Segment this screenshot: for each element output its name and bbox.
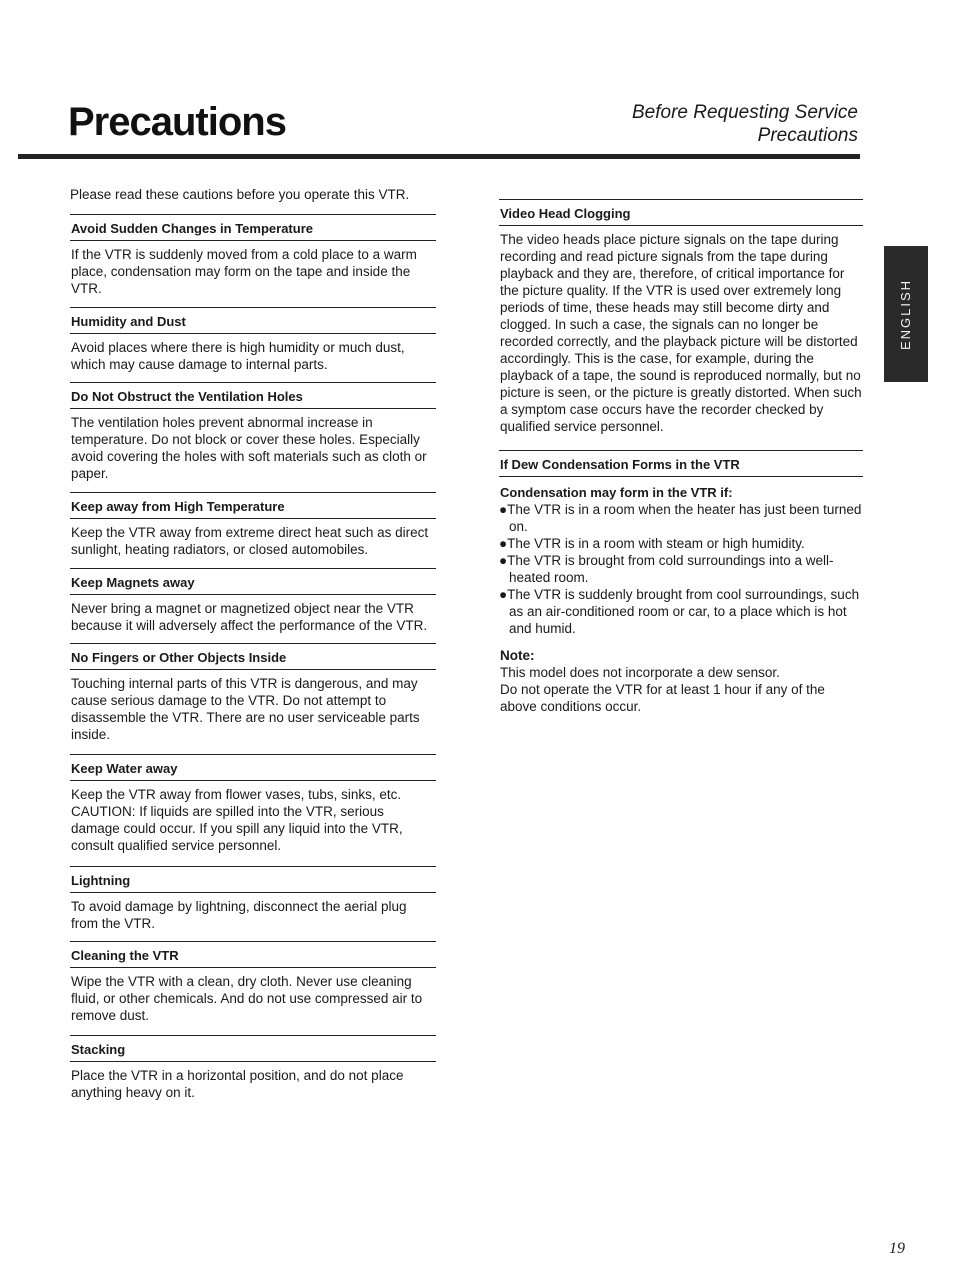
section-heading: No Fingers or Other Objects Inside (70, 643, 436, 670)
intro-text: Please read these cautions before you operate this VTR. (70, 187, 410, 202)
condensation-subheading: Condensation may form in the VTR if: (500, 485, 733, 500)
section-heading: Cleaning the VTR (70, 941, 436, 968)
section-video-head-clogging (499, 199, 863, 435)
section-heading: If Dew Condensation Forms in the VTR (499, 450, 863, 477)
section-body: To avoid damage by lightning, disconnect the aerial plug from the VTR. (71, 899, 407, 931)
section-heading: Keep away from High Temperature (70, 492, 436, 519)
note-line: This model does not incorporate a dew sensor. (500, 665, 780, 680)
section-ventilation-holes (70, 382, 436, 482)
section-humidity-dust (70, 307, 436, 373)
breadcrumb-page: Precautions (757, 125, 858, 146)
language-tab-label: ENGLISH (898, 278, 914, 350)
section-body: Place the VTR in a horizontal position, and do not place anything heavy on it. (71, 1068, 404, 1100)
section-body: Touching internal parts of this VTR is dangerous, and may cause serious damage to the VTR. Do not attempt to disassemble the VTR. There are no user serviceable parts inside. (71, 676, 420, 742)
section-body: Wipe the VTR with a clean, dry cloth. Never use cleaning fluid, or other chemicals. And do not use compressed air to remove dust. (71, 974, 423, 1023)
section-lightning (70, 866, 436, 932)
section-temperature-changes (70, 214, 436, 297)
section-body: The video heads place picture signals on the tape during recording and read picture signals from the tape during playback and they are, therefore, of critical importance for the picture quality. If the VTR is used over extremely long periods of time, these heads may still become dirty and clogged. In such a case, the signals can no longer be recorded correctly, and the playback picture will be distorted accordingly. This is the case, for example, during the playback of a tape, the sound is reproduced normally, but no picture is seen, or the picture is greatly distorted. When such a symptom case occurs have the recorder checked by qualified service personnel. (500, 232, 862, 434)
section-water (70, 754, 436, 854)
section-dew-condensation (499, 450, 863, 715)
section-magnets (70, 568, 436, 634)
section-body: Avoid places where there is high humidity or much dust, which may cause damage to internal parts. (71, 340, 405, 372)
section-objects-inside (70, 643, 436, 743)
section-heading: Avoid Sudden Changes in Temperature (70, 214, 436, 241)
list-item: ●The VTR is in a room with steam or high humidity. (499, 536, 805, 551)
section-body: Keep the VTR away from flower vases, tubs, sinks, etc. CAUTION: If liquids are spilled into the VTR, serious damage could occur. If you spill any liquid into the VTR, consult qualified service personnel. (71, 787, 403, 853)
section-heading: Video Head Clogging (499, 199, 863, 226)
section-high-temperature (70, 492, 436, 558)
section-cleaning (70, 941, 436, 1024)
section-body: If the VTR is suddenly moved from a cold place to a warm place, condensation may form on the tape and inside the VTR. (71, 247, 417, 296)
section-body: Keep the VTR away from extreme direct heat such as direct sunlight, heating radiators, or closed automobiles. (71, 525, 429, 557)
section-heading: Stacking (70, 1035, 436, 1062)
page-title: Precautions (68, 100, 286, 144)
condensation-list (499, 501, 863, 637)
section-body: The ventilation holes prevent abnormal increase in temperature. Do not block or cover these holes. Especially avoid covering the holes with soft materials such as cloth or paper. (71, 415, 427, 481)
section-heading: Do Not Obstruct the Ventilation Holes (70, 382, 436, 409)
section-heading: Humidity and Dust (70, 307, 436, 334)
section-heading: Lightning (70, 866, 436, 893)
language-tab (884, 246, 928, 382)
breadcrumb-section: Before Requesting Service (631, 102, 858, 123)
section-heading: Keep Water away (70, 754, 436, 781)
section-stacking (70, 1035, 436, 1101)
list-item: ●The VTR is brought from cold surroundings into a well-heated room. (499, 553, 834, 585)
section-body: Never bring a magnet or magnetized object near the VTR because it will adversely affect the performance of the VTR. (71, 601, 428, 633)
note-heading: Note: (500, 648, 535, 663)
list-item: ●The VTR is suddenly brought from cool surroundings, such as an air-conditioned room or car, to a place which is hot and humid. (499, 587, 860, 636)
title-rule (18, 154, 860, 159)
note-line: Do not operate the VTR for at least 1 hour if any of the above conditions occur. (500, 682, 825, 714)
breadcrumb (632, 101, 858, 147)
section-heading: Keep Magnets away (70, 568, 436, 595)
list-item: ●The VTR is in a room when the heater has just been turned on. (499, 502, 862, 534)
page-number: 19 (889, 1240, 905, 1257)
